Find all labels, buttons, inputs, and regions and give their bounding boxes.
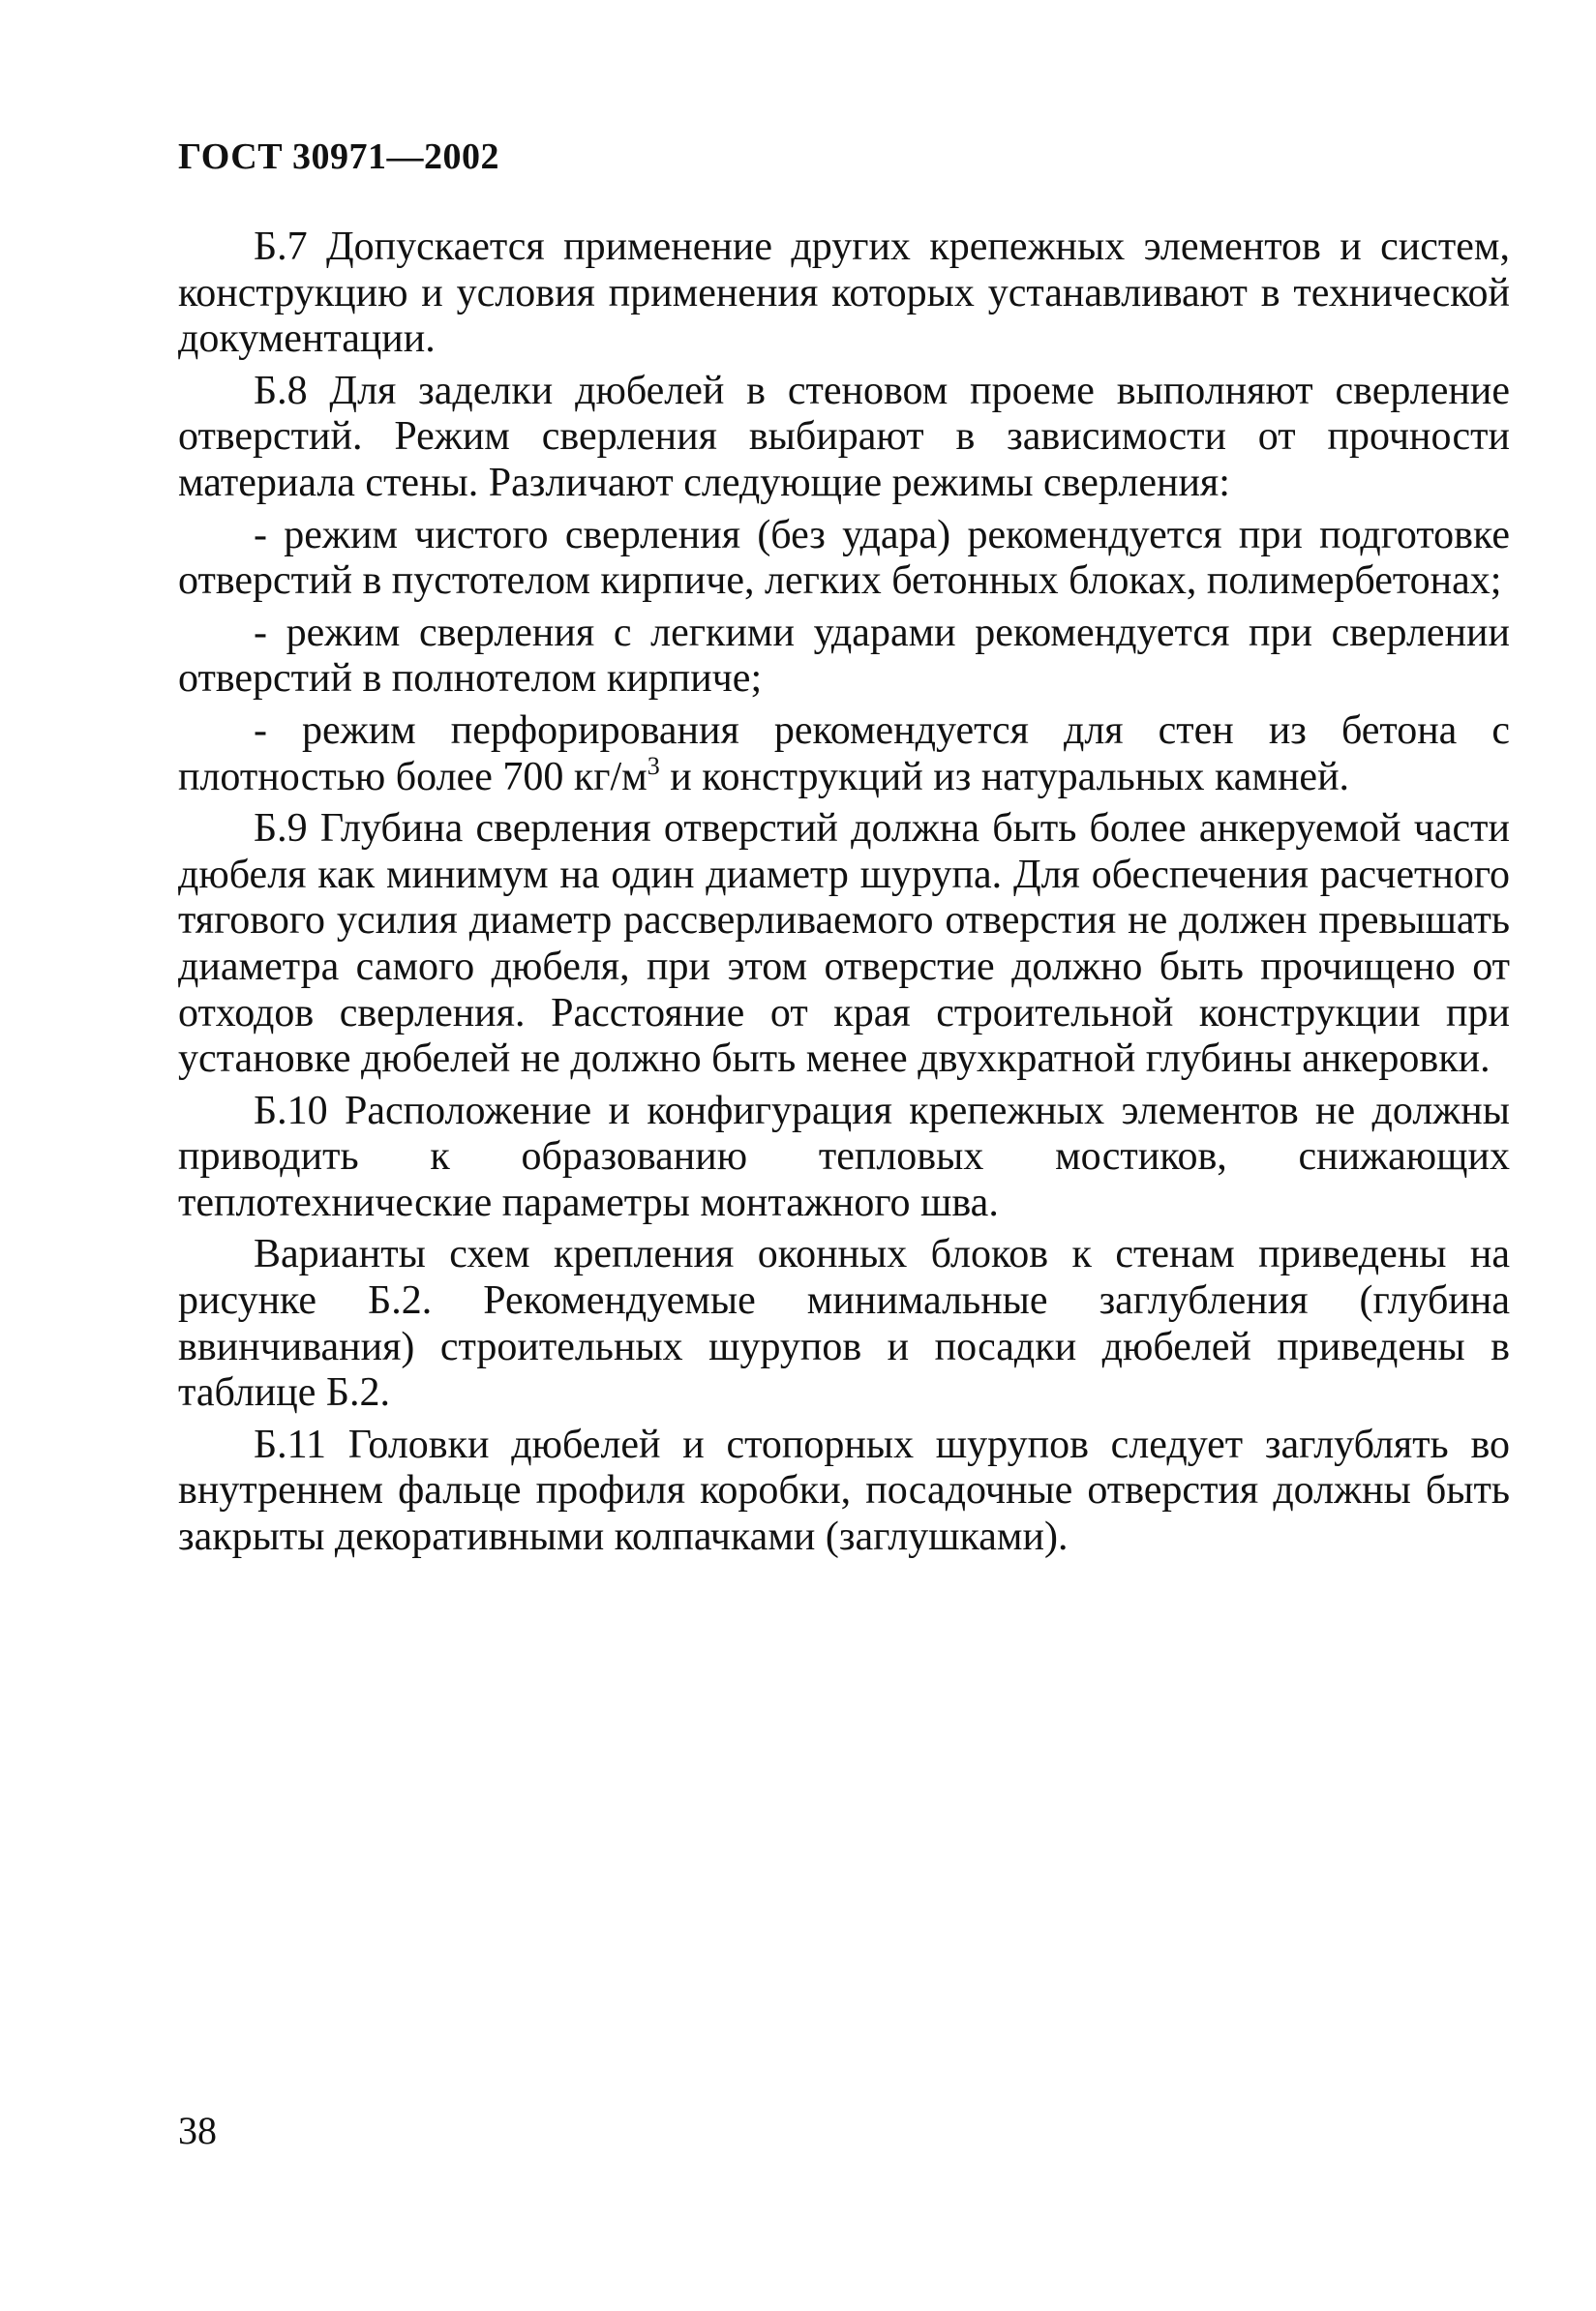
mode-perforation-text-end: и конструкций из натуральных камней. (659, 754, 1350, 799)
paragraph-b8-mode-perforation (178, 708, 1510, 800)
document-body (178, 225, 1510, 1561)
paragraph-b7: Б.7 Допускается применение других крепежных элементов и систем, конструкцию и условия применения которых устанавливают в технической документации. (178, 225, 1510, 362)
paragraph-b10: Б.10 Расположение и конфигурация крепежных элементов не должны приводить к образованию тепловых мостиков, снижающих теплотехнические параметры монтажного шва. (178, 1088, 1510, 1225)
page-number: 38 (178, 2109, 217, 2152)
document-header: ГОСТ 30971—2002 (178, 136, 500, 177)
paragraph-b10-variants: Варианты схем крепления оконных блоков к стенам приведены на рисунке Б.2. Рекомендуемые минимальные заглубления (глубина ввинчивания) строительных шурупов и посадки дюбелей приведены в таблице Б.2. (178, 1232, 1510, 1416)
cubic-superscript: 3 (647, 751, 660, 780)
paragraph-b8-mode-clean: - режим чистого сверления (без удара) рекомендуется при подготовке отверстий в пустотелом кирпиче, легких бетонных блоках, полимербетонах; (178, 512, 1510, 604)
paragraph-b9: Б.9 Глубина сверления отверстий должна быть более анкеруемой части дюбеля как минимум на один диаметр шурупа. Для обеспечения расчетного тягового усилия диаметр рассверливаемого отверстия не должен превышать диаметра самого дюбеля, при этом отверстие должно быть прочищено от отходов сверления. Расстояние от края строительной конструкции при установке дюбелей не должно быть менее двухкратной глубины анкеровки. (178, 806, 1510, 1082)
mode-perforation-text: - режим перфорирования рекомендуется для стен из бетона с плотностью более 700 кг/м (178, 707, 1510, 799)
paragraph-b11: Б.11 Головки дюбелей и стопорных шурупов следует заглублять во внутреннем фальце профиля коробки, посадочные отверстия должны быть закрыты декоративными колпачками (заглушками). (178, 1422, 1510, 1560)
paragraph-b8-mode-light-impact: - режим сверления с легкими ударами рекомендуется при сверлении отверстий в полнотелом кирпиче; (178, 610, 1510, 702)
paragraph-b8: Б.8 Для заделки дюбелей в стеновом проеме выполняют сверление отверстий. Режим сверления выбирают в зависимости от прочности материала стены. Различают следующие режимы сверления: (178, 368, 1510, 505)
